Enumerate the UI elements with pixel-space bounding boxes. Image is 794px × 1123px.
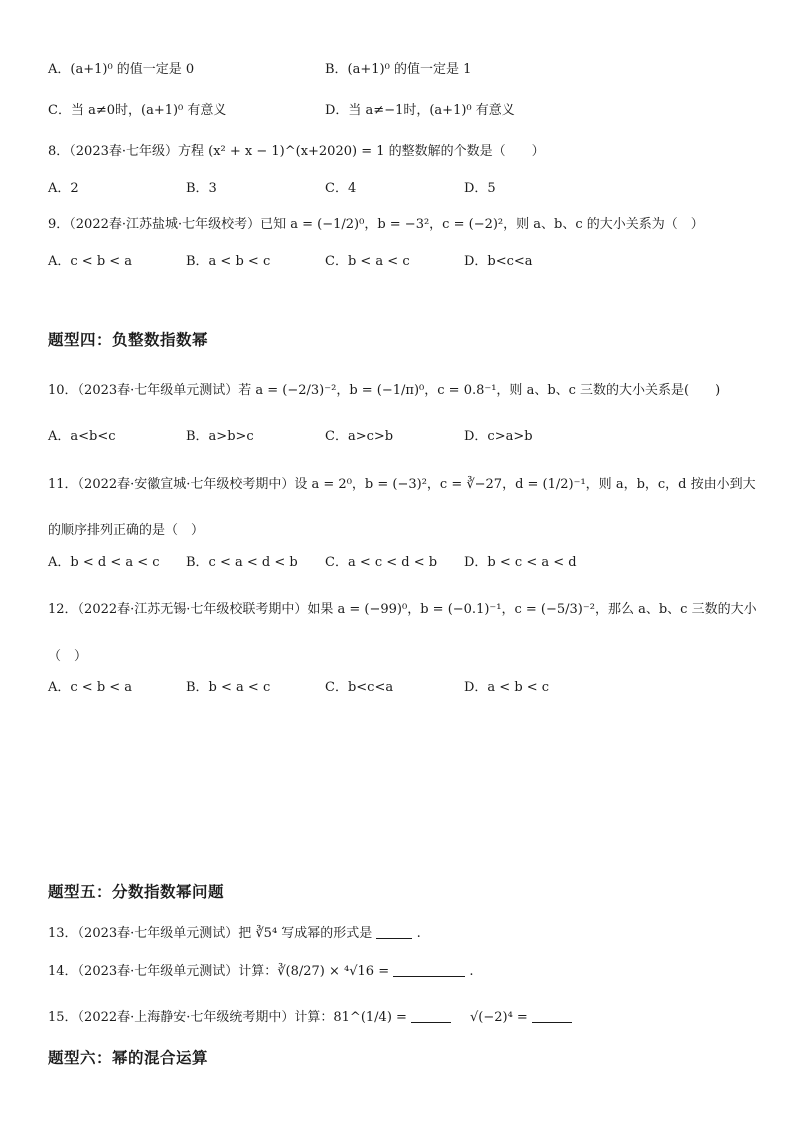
q15-answer-blank-1[interactable] <box>411 1008 451 1023</box>
q9-stem: 9．（2022春·江苏盐城·七年级校考）已知 a = (−1/2)⁰，b = −3²，c = (−2)²，则 a、b、c 的大小关系为（ ） <box>48 217 704 232</box>
q10-option-b: B．a>b>c <box>186 429 254 444</box>
q10-option-a: A．a<b<c <box>48 429 116 444</box>
q15-line <box>48 1008 451 1028</box>
q14-end: . <box>469 964 474 979</box>
q15-stem: 15．（2022春·上海静安·七年级统考期中）计算：81^(1/4) = <box>48 1010 407 1025</box>
q11-option-d: D．b < c < a < d <box>464 555 577 570</box>
q7-option-a: A．(a+1)⁰ 的值一定是 0 <box>48 62 195 77</box>
section-heading-5: 题型五：分数指数幂问题 <box>48 883 225 901</box>
q11-option-b: B．c < a < d < b <box>186 555 298 570</box>
q14-stem: 14．（2023春·七年级单元测试）计算：∛(8/27) × ⁴√16 = <box>48 964 390 979</box>
section-heading-6: 题型六：幂的混合运算 <box>48 1049 209 1067</box>
q15-answer-blank-2[interactable] <box>532 1008 572 1023</box>
q15-part2 <box>470 1008 572 1028</box>
q8-option-b: B．3 <box>186 181 217 196</box>
q12-option-d: D．a < b < c <box>464 680 550 695</box>
q12-option-b: B．b < a < c <box>186 680 271 695</box>
q9-option-d: D．b<c<a <box>464 254 533 269</box>
q11-option-c: C．a < c < d < b <box>325 555 438 570</box>
q14-line <box>48 962 474 982</box>
q13-stem: 13．（2023春·七年级单元测试）把 ∛5⁴ 写成幂的形式是 <box>48 926 373 941</box>
q7-option-d: D．当 a≠−1时，(a+1)⁰ 有意义 <box>325 103 515 118</box>
q11-stem: 11．（2022春·安徽宣城·七年级校考期中）设 a = 2⁰，b = (−3)²，c = ∛−27，d = (1/2)⁻¹，则 a，b，c，d 按由小到大 <box>48 477 756 492</box>
q8-option-c: C．4 <box>325 181 357 196</box>
q13-line <box>48 924 421 944</box>
q14-answer-blank[interactable] <box>393 962 465 977</box>
q8-option-d: D．5 <box>464 181 496 196</box>
q13-answer-blank[interactable] <box>376 924 412 939</box>
section-heading-4: 题型四：负整数指数幂 <box>48 331 209 349</box>
q13-end: . <box>416 926 421 941</box>
q8-stem: 8．（2023春·七年级）方程 (x² + x − 1)^(x+2020) = 1 的整数解的个数是（ ） <box>48 144 545 159</box>
q10-stem: 10．（2023春·七年级单元测试）若 a = (−2/3)⁻²，b = (−1/π)⁰，c = 0.8⁻¹，则 a、b、c 三数的大小关系是( ) <box>48 383 721 398</box>
q9-option-b: B．a < b < c <box>186 254 271 269</box>
q9-option-c: C．b < a < c <box>325 254 410 269</box>
q12-stem-continued: （ ） <box>48 649 88 664</box>
q8-option-a: A．2 <box>48 181 79 196</box>
q10-option-d: D．c>a>b <box>464 429 533 444</box>
q12-option-c: C．b<c<a <box>325 680 394 695</box>
q7-option-b: B．(a+1)⁰ 的值一定是 1 <box>325 62 472 77</box>
q7-option-c: C．当 a≠0时，(a+1)⁰ 有意义 <box>48 103 227 118</box>
q11-stem-continued: 的顺序排列正确的是（ ） <box>48 523 205 538</box>
q12-stem: 12．（2022春·江苏无锡·七年级校联考期中）如果 a = (−99)⁰，b = (−0.1)⁻¹，c = (−5/3)⁻²，那么 a、b、c 三数的大小 <box>48 602 757 617</box>
q11-option-a: A．b < d < a < c <box>48 555 160 570</box>
q12-option-a: A．c < b < a <box>48 680 133 695</box>
q15-part2-expr: √(−2)⁴ = <box>470 1010 528 1025</box>
q10-option-c: C．a>c>b <box>325 429 394 444</box>
q9-option-a: A．c < b < a <box>48 254 133 269</box>
